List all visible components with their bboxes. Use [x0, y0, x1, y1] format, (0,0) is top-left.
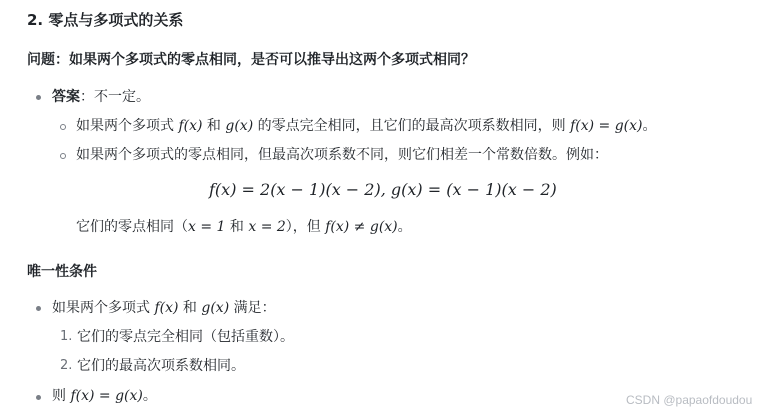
sub-list-bullet — [60, 153, 66, 159]
text-segment: 则 — [52, 388, 71, 404]
question-text: 问题：如果两个多项式的零点相同，是否可以推导出这两个多项式相同？ — [27, 52, 475, 68]
text-segment: 。 — [642, 118, 657, 134]
answer-sub-item-2: 如果两个多项式的零点相同，但最高次项系数不同，则它们相差一个常数倍数。例如： — [76, 147, 608, 163]
uniqueness-title: 唯一性条件 — [27, 264, 97, 280]
formula-note — [76, 217, 412, 237]
list-bullet — [36, 395, 41, 400]
watermark: CSDN @papaofdoudou — [626, 393, 753, 407]
text-segment: 。 — [142, 388, 157, 404]
text-segment: 满足： — [229, 300, 276, 316]
answer-line — [52, 87, 150, 107]
answer-label: 答案 — [52, 89, 80, 105]
text-segment: 。 — [397, 219, 412, 235]
text-segment: 如果两个多项式 — [52, 300, 155, 316]
math-gx: g(x) — [225, 118, 254, 134]
uniqueness-condition — [52, 298, 276, 318]
text-segment: ），但 — [285, 219, 326, 235]
math-gx: g(x) — [201, 300, 230, 316]
list-bullet — [36, 95, 41, 100]
answer-text: ：不一定。 — [80, 89, 150, 105]
ordered-item-number: 2. — [60, 358, 73, 373]
math-x2: x = 2 — [248, 219, 286, 235]
math-inequality: f(x) ≠ g(x) — [325, 219, 398, 235]
math-equation: f(x) = g(x) — [570, 118, 643, 134]
section-title: 2. 零点与多项式的关系 — [27, 11, 184, 29]
text-segment: 和 — [202, 118, 226, 134]
answer-sub-item-1 — [76, 116, 656, 136]
math-x1: x = 1 — [188, 219, 226, 235]
uniqueness-conclusion — [52, 386, 157, 406]
sub-list-bullet — [60, 124, 66, 130]
ordered-item-number: 1. — [60, 329, 73, 344]
text-segment: 和 — [178, 300, 202, 316]
text-segment: 它们的零点相同（ — [76, 219, 188, 235]
ordered-item-text: 它们的最高次项系数相同。 — [77, 358, 245, 374]
text-segment: 的零点完全相同，且它们的最高次项系数相同，则 — [253, 118, 571, 134]
math-equation: f(x) = g(x) — [70, 388, 143, 404]
ordered-item-text: 它们的零点完全相同（包括重数）。 — [77, 329, 294, 345]
list-bullet — [36, 306, 41, 311]
math-fx: f(x) — [154, 300, 179, 316]
display-formula: f(x) = 2(x − 1)(x − 2), g(x) = (x − 1)(x − 2) — [209, 180, 557, 199]
text-segment: 如果两个多项式 — [76, 118, 179, 134]
math-fx: f(x) — [178, 118, 203, 134]
text-segment: 和 — [225, 219, 249, 235]
